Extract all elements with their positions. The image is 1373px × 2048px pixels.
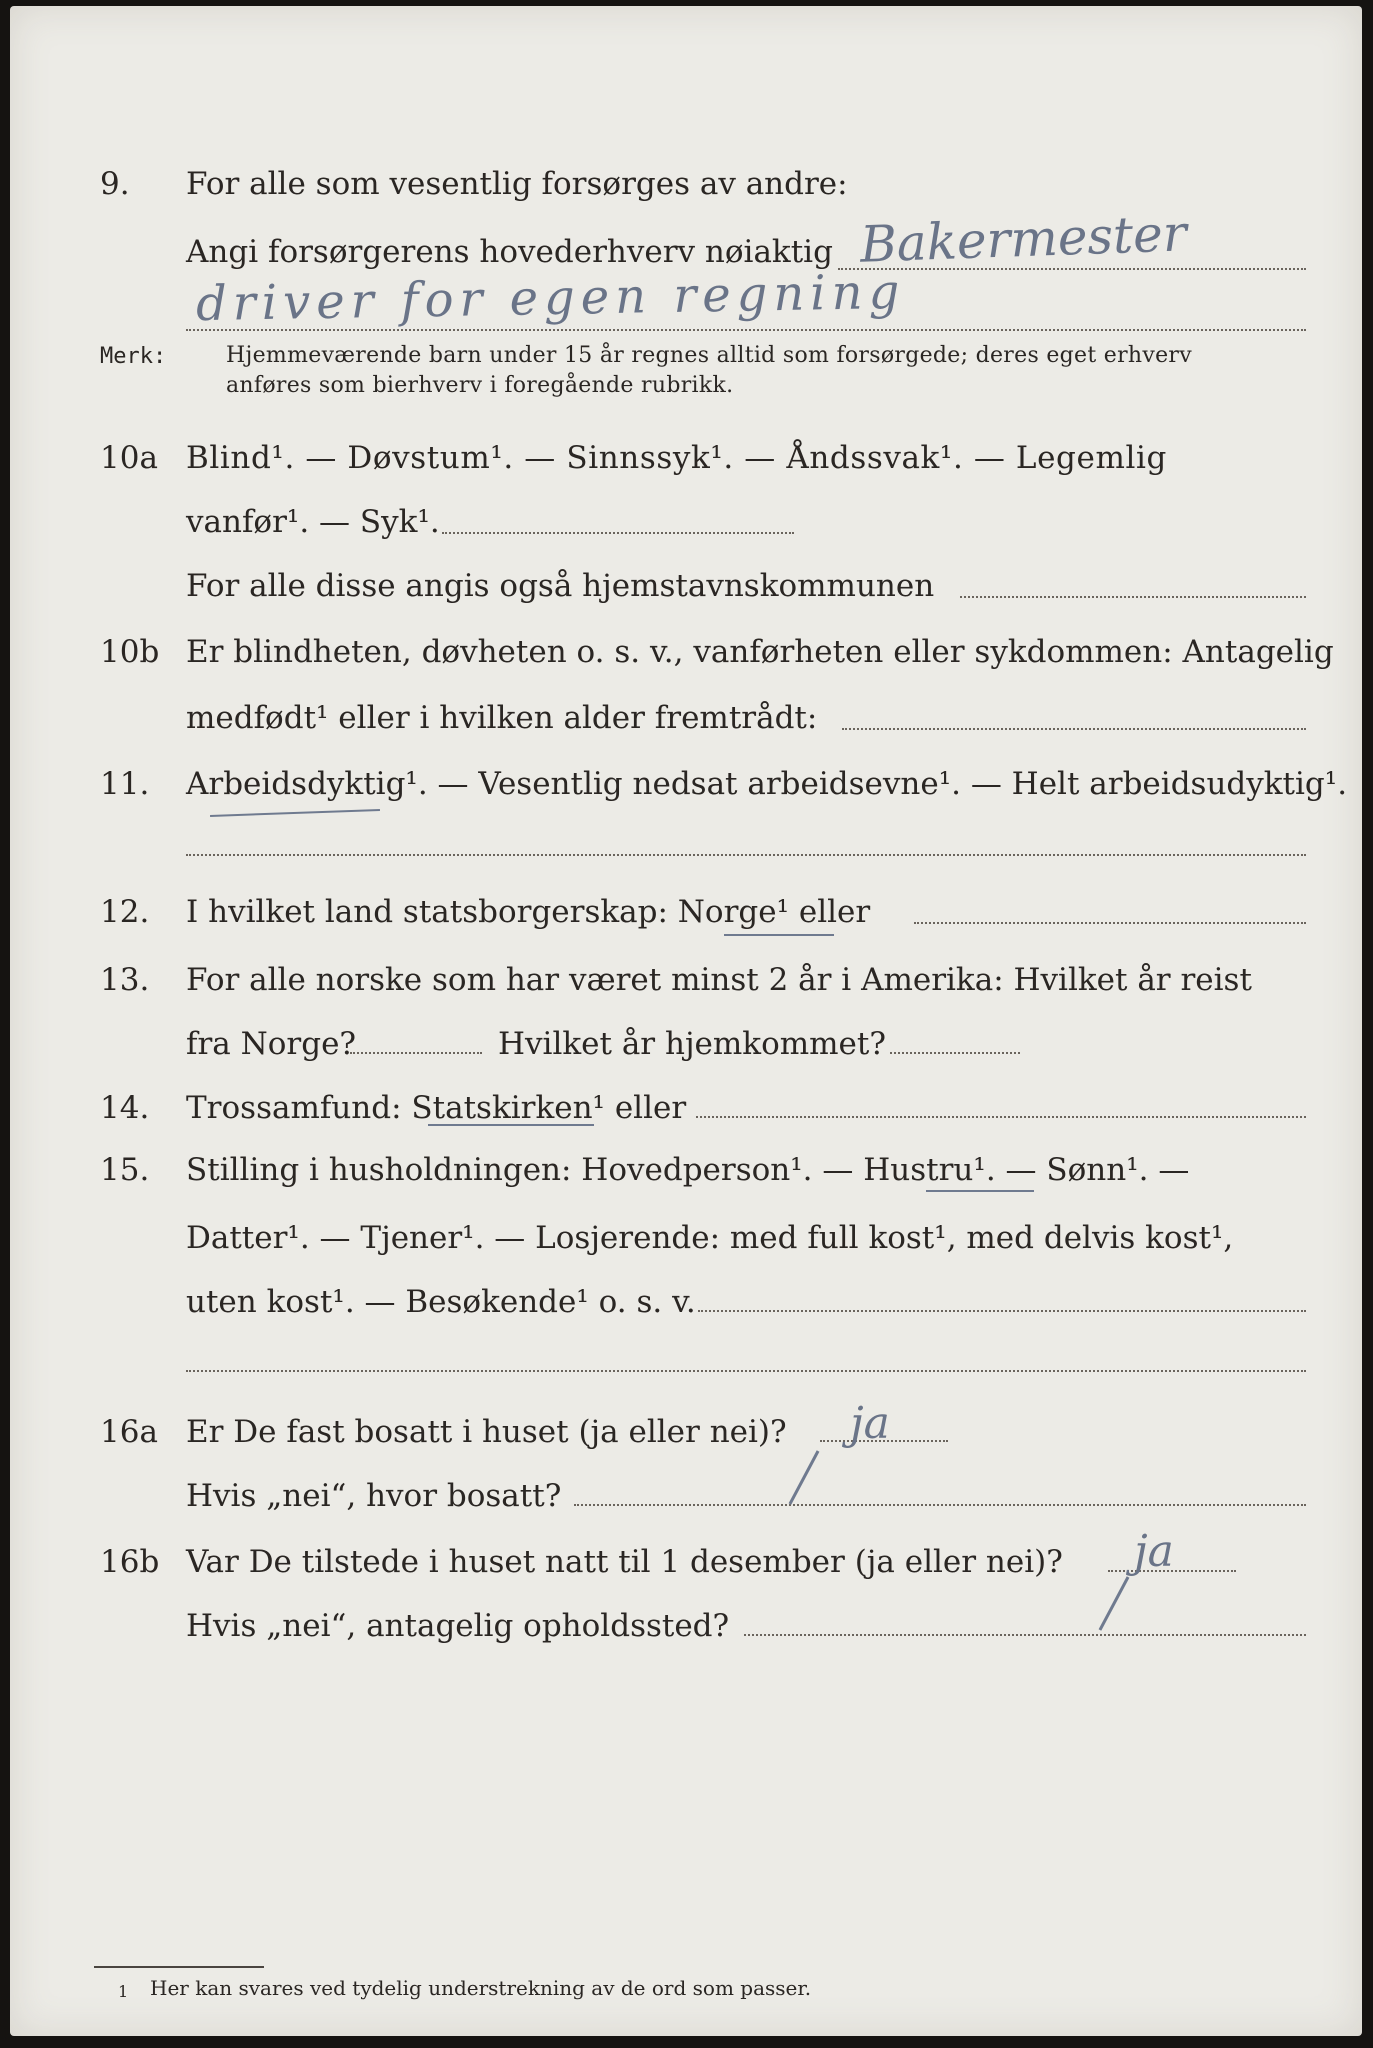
q10a-hjemstavn-line: [960, 596, 1306, 598]
q12-line1: I hvilket land statsborgerskap: Norge¹ eller: [186, 894, 871, 930]
q16a-handwritten-answer: ja: [850, 1398, 890, 1449]
q16b-line2: Hvis „nei“, antagelig opholdssted?: [186, 1608, 730, 1644]
q9-handwritten-answer1: Bakermester: [859, 204, 1188, 274]
q10a-line3: For alle disse angis også hjemstavnskommunen: [186, 568, 935, 604]
q13-number: 13.: [100, 962, 150, 998]
q15-line1: Stilling i husholdningen: Hovedperson¹. — Hustru¹. — Sønn¹. —: [186, 1152, 1190, 1188]
q9-line2: Angi forsørgerens hovederhverv nøiaktig: [186, 234, 833, 270]
q10a-line1: Blind¹. — Døvstum¹. — Sinnssyk¹. — Åndssvak¹. — Legemlig: [186, 440, 1167, 476]
q11-number: 11.: [100, 766, 150, 802]
q13-line2a: fra Norge?: [186, 1026, 357, 1062]
q12-handwritten-underline: [724, 934, 834, 936]
q14-number: 14.: [100, 1090, 150, 1126]
q11-answer-line: [186, 854, 1306, 856]
q15-handwritten-underline: [926, 1190, 1034, 1192]
q14-handwritten-underline: [428, 1124, 594, 1126]
q10b-line2: medfødt¹ eller i hvilken alder fremtrådt:: [186, 700, 818, 736]
q10a-number: 10a: [100, 440, 158, 476]
q13-reist-line: [350, 1052, 482, 1054]
q13-line1: For alle norske som har været minst 2 år i Amerika: Hvilket år reist: [186, 962, 1252, 998]
q15-answer-line2: [186, 1370, 1306, 1372]
q11-line1: Arbeidsdyktig¹. — Vesentlig nedsat arbeidsevne¹. — Helt arbeidsudyktig¹.: [186, 766, 1348, 802]
merk-label: Merk:: [100, 344, 167, 369]
q10b-line1: Er blindheten, døvheten o. s. v., vanførheten eller sykdommen: Antagelig: [186, 634, 1334, 670]
merk-line1: Hjemmeværende barn under 15 år regnes alltid som forsørgede; deres eget erhverv: [226, 343, 1192, 368]
q16a-bosatt-line: [574, 1504, 1306, 1506]
q16b-handwritten-slash: [1099, 1576, 1130, 1630]
merk-line2: anføres som bierhverv i foregående rubrikk.: [226, 373, 734, 398]
census-form-page: [10, 6, 1362, 2036]
q16a-number: 16a: [100, 1414, 158, 1450]
q16b-handwritten-answer: ja: [1134, 1526, 1174, 1577]
q16b-line1: Var De tilstede i huset natt til 1 desember (ja eller nei)?: [186, 1544, 1063, 1580]
q13-hjemkommet-line: [890, 1052, 1020, 1054]
q15-number: 15.: [100, 1152, 150, 1188]
q14-answer-line: [696, 1116, 1306, 1118]
q10b-answer-line: [842, 728, 1306, 730]
q11-handwritten-underline: [210, 809, 380, 817]
footnote-rule: [94, 1966, 264, 1968]
q15-line3: uten kost¹. — Besøkende¹ o. s. v.: [186, 1284, 696, 1320]
footnote-text: Her kan svares ved tydelig understrekning av de ord som passer.: [150, 1976, 812, 2000]
q10b-number: 10b: [100, 634, 160, 670]
footnote-mark: 1: [118, 1982, 129, 2001]
q12-number: 12.: [100, 894, 150, 930]
q13-line2b: Hvilket år hjemkommet?: [498, 1026, 886, 1062]
q10a-syk-line: [442, 532, 794, 534]
q12-answer-line: [914, 922, 1306, 924]
q16a-handwritten-slash: [789, 1450, 820, 1504]
q15-answer-line1: [698, 1310, 1306, 1312]
q9-handwritten-answer2: driver for egen regning: [195, 263, 906, 333]
q14-line1: Trossamfund: Statskirken¹ eller: [186, 1090, 687, 1126]
q9-number: 9.: [100, 166, 130, 202]
q16a-line2: Hvis „nei“, hvor bosatt?: [186, 1478, 562, 1514]
q15-line2: Datter¹. — Tjener¹. — Losjerende: med full kost¹, med delvis kost¹,: [186, 1220, 1234, 1256]
q16a-line1: Er De fast bosatt i huset (ja eller nei)?: [186, 1414, 787, 1450]
q16b-opholdssted-line: [744, 1634, 1306, 1636]
q9-line1: For alle som vesentlig forsørges av andre:: [186, 166, 848, 202]
q16b-number: 16b: [100, 1544, 160, 1580]
q10a-line2: vanfør¹. — Syk¹.: [186, 504, 440, 540]
